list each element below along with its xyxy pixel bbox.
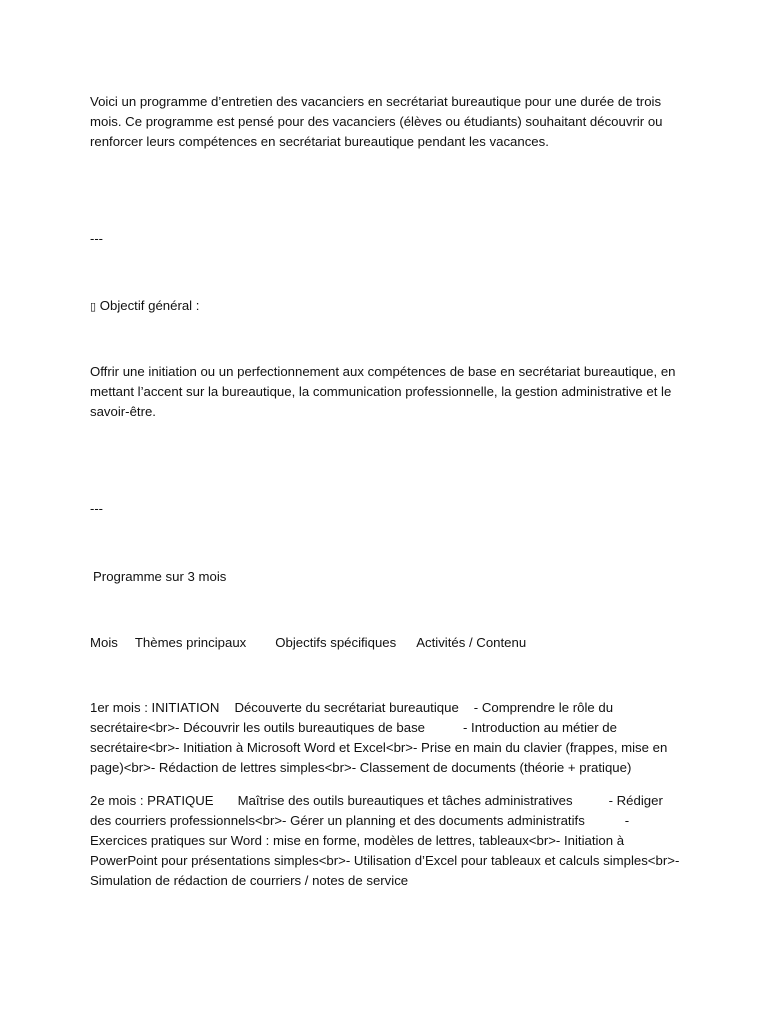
row1-month: 1er mois : INITIATION — [90, 700, 220, 715]
objective-paragraph: Offrir une initiation ou un perfectionnement aux compétences de base en secrétariat bureautique, en mettant l’accent sur la bureautique, la communication professionnelle, la gestion administrative et le savoir-être. — [90, 364, 676, 419]
row1-activities: - Introduction au métier de secrétaire<br>- Initiation à Microsoft Word et Excel<br>- Prise en main du clavier (frappes, mise en page)<br>- Rédaction de lettres simples<br>- Classement de documents (théorie + pratique) — [90, 720, 668, 775]
header-month: Mois — [90, 635, 118, 650]
row1-theme: Découverte du secrétariat bureautique — [234, 700, 459, 715]
header-activities: Activités / Contenu — [416, 635, 527, 650]
table-row-1 — [90, 698, 686, 778]
row2-theme: Maîtrise des outils bureautiques et tâches administratives — [237, 793, 573, 808]
separator-2: --- — [90, 501, 103, 516]
row2-objectives: - Rédiger des courriers professionnels<br>- Gérer un planning et des documents administratifs — [90, 793, 663, 828]
missing-glyph-icon: ▯ — [90, 300, 97, 313]
header-objectives: Objectifs spécifiques — [275, 635, 397, 650]
objective-title: Objectif général : — [99, 298, 200, 313]
program-title: Programme sur 3 mois — [93, 569, 227, 584]
row2-activities: - Exercices pratiques sur Word : mise en forme, modèles de lettres, tableaux<br>- Initiation à PowerPoint pour présentations simples<br>- Utilisation d’Excel pour tableaux et calculs simples<br>- Simulation de rédaction de courriers / notes de service — [90, 813, 680, 888]
objective-heading — [90, 296, 686, 317]
separator-1: --- — [90, 231, 103, 246]
row1-objectives: - Comprendre le rôle du secrétaire<br>- Découvrir les outils bureautiques de base — [90, 700, 614, 735]
header-themes: Thèmes principaux — [134, 635, 247, 650]
table-header-row — [90, 633, 686, 653]
intro-paragraph: Voici un programme d’entretien des vacanciers en secrétariat bureautique pour une durée de trois mois. Ce programme est pensé pour des vacanciers (élèves ou étudiants) souhaitant découvrir ou renforcer leurs compétences en secrétariat bureautique pendant les vacances. — [90, 94, 663, 149]
table-row-2 — [90, 791, 686, 891]
row2-month: 2e mois : PRATIQUE — [90, 793, 214, 808]
